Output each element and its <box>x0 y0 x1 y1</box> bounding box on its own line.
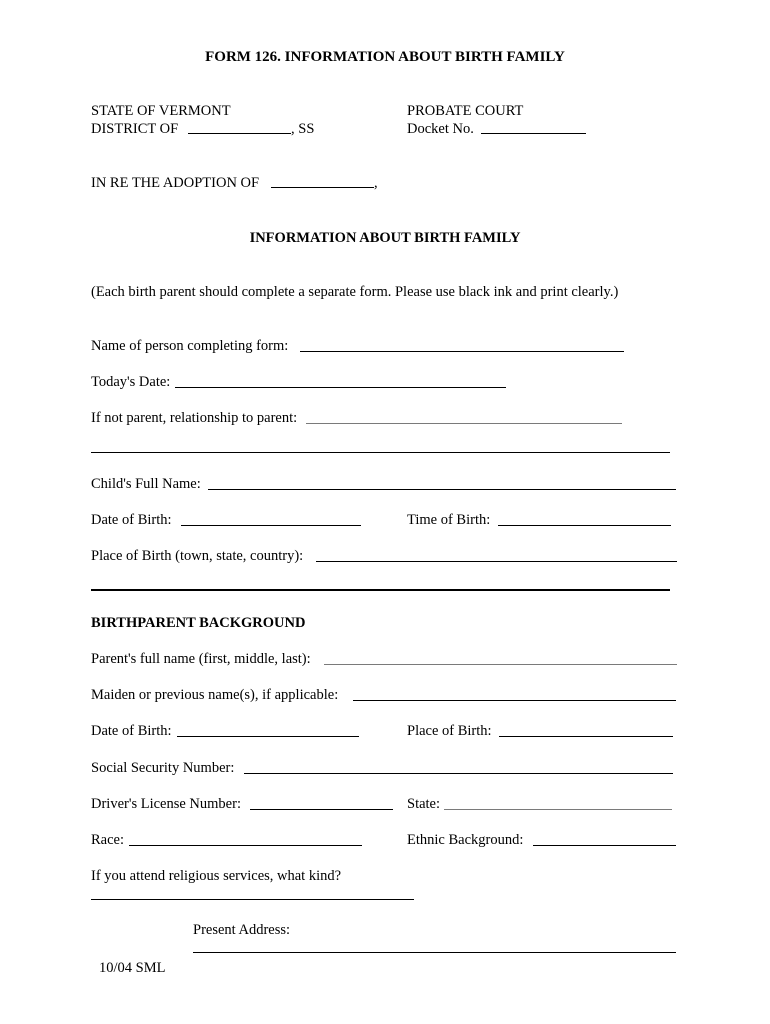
race-field[interactable] <box>129 845 362 846</box>
todays-date-label: Today's Date: <box>91 374 171 390</box>
name-completing-field[interactable] <box>300 351 624 352</box>
race-label: Race: <box>91 832 125 848</box>
maiden-name-field[interactable] <box>353 700 676 701</box>
todays-date-field[interactable] <box>175 387 506 388</box>
drivers-license-label: Driver's License Number: <box>91 796 241 812</box>
parent-place-of-birth-field[interactable] <box>499 736 673 737</box>
child-time-of-birth-label: Time of Birth: <box>407 512 491 528</box>
child-full-name-field[interactable] <box>208 489 676 490</box>
section-title: INFORMATION ABOUT BIRTH FAMILY <box>249 230 521 246</box>
in-re-label: IN RE THE ADOPTION OF <box>91 175 260 191</box>
child-dob-field[interactable] <box>181 525 361 526</box>
child-full-name-label: Child's Full Name: <box>91 476 201 492</box>
religious-services-label: If you attend religious services, what kind? <box>91 868 342 884</box>
child-place-of-birth-label: Place of Birth (town, state, country): <box>91 548 304 564</box>
child-place-of-birth-field-continued[interactable] <box>91 589 670 591</box>
parent-dob-field[interactable] <box>177 736 359 737</box>
footer-code: 10/04 SML <box>99 960 166 976</box>
in-re-suffix: , <box>374 175 378 191</box>
name-completing-label: Name of person completing form: <box>91 338 289 354</box>
child-place-of-birth-field[interactable] <box>316 561 677 562</box>
ethnic-background-label: Ethnic Background: <box>407 832 524 848</box>
parent-full-name-field[interactable] <box>324 664 677 665</box>
instructions: (Each birth parent should complete a separate form. Please use black ink and print clearly.) <box>91 284 619 300</box>
drivers-license-field[interactable] <box>250 809 393 810</box>
license-state-label: State: <box>407 796 441 812</box>
ssn-label: Social Security Number: <box>91 760 235 776</box>
relationship-field[interactable] <box>306 423 622 424</box>
ssn-field[interactable] <box>244 773 673 774</box>
religious-services-field[interactable] <box>91 899 414 900</box>
parent-dob-label: Date of Birth: <box>91 723 172 739</box>
parent-place-of-birth-label: Place of Birth: <box>407 723 492 739</box>
docket-label: Docket No. <box>407 121 474 137</box>
child-time-of-birth-field[interactable] <box>498 525 671 526</box>
district-suffix: , SS <box>291 121 315 137</box>
relationship-label: If not parent, relationship to parent: <box>91 410 298 426</box>
adoption-of-field[interactable] <box>271 187 374 188</box>
background-title: BIRTHPARENT BACKGROUND <box>91 615 306 631</box>
court-label: PROBATE COURT <box>407 103 524 119</box>
present-address-label: Present Address: <box>193 922 291 938</box>
present-address-field[interactable] <box>193 952 676 953</box>
parent-full-name-label: Parent's full name (first, middle, last): <box>91 651 311 667</box>
district-label: DISTRICT OF <box>91 121 179 137</box>
child-dob-label: Date of Birth: <box>91 512 172 528</box>
ethnic-background-field[interactable] <box>533 845 676 846</box>
docket-field[interactable] <box>481 133 586 134</box>
form-title: FORM 126. INFORMATION ABOUT BIRTH FAMILY <box>205 49 565 65</box>
maiden-name-label: Maiden or previous name(s), if applicable: <box>91 687 339 703</box>
license-state-field[interactable] <box>444 809 672 810</box>
relationship-field-continued[interactable] <box>91 452 670 453</box>
district-field[interactable] <box>188 133 291 134</box>
state-label: STATE OF VERMONT <box>91 103 231 119</box>
